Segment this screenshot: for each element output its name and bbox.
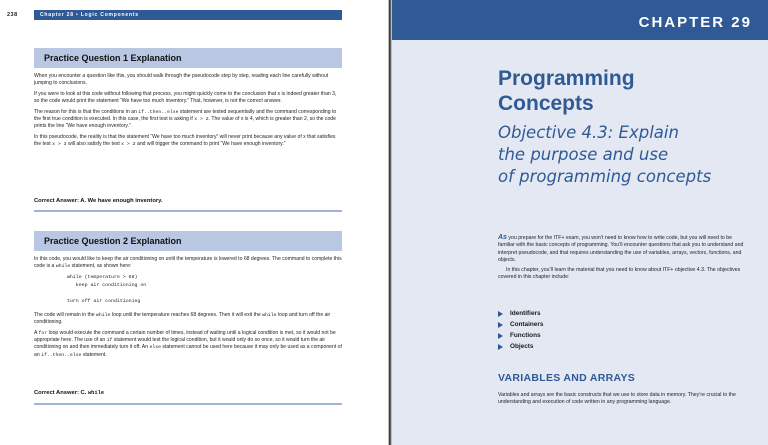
- running-header: [34, 10, 342, 20]
- pq1-body: [34, 73, 342, 152]
- section-heading: VARIABLES AND ARRAYS: [498, 372, 636, 384]
- objective-line-3: of programming concepts: [498, 167, 712, 186]
- chapter-title-line-1: Programming: [498, 67, 635, 90]
- intro-lead-word: As: [498, 234, 507, 241]
- pq2-heading-box: [34, 231, 342, 251]
- pq1-paragraph-4: In this pseudocode, the reality is that the statement “We have too much inventory” will never print because any value of x that satisfies the test x > 3 will also satisfy the test x > 2 and will trigger the command to print “We have enough inventory.”: [34, 133, 336, 148]
- pq1-paragraph-1: When you encounter a question like this, you should walk through the pseudocode step by step, reading each line carefully without jumping to conclusions.: [34, 73, 329, 87]
- pq1-divider: [34, 210, 342, 212]
- pq2-code-block: while (temperature > 68) keep air conditioning on turn off air conditioning: [67, 274, 147, 304]
- intro-paragraph-1: As you prepare for the ITF+ exam, you won’t need to know how to write code, but you will need to be familiar with the basic concepts of programming. You’ll encounter questions that ask you to understand and interpret pseudocode, and that requires understanding the use of variables, arrays, vectors, functions, and objects.: [498, 234, 744, 264]
- chapter-title: [498, 66, 635, 116]
- triangle-bullet-icon: [498, 311, 503, 317]
- list-item: Identifiers: [498, 308, 543, 319]
- chapter-header: [392, 0, 768, 40]
- pq2-paragraph-3: A for loop would execute the command a certain number of times, instead of waiting until a logical condition is met, so it would not be appropriate here. The use of an if statement would test the logical condition, but it would only do so once, so it would turn the air conditioning on and then immediately turn it off. An else statement cannot be used here because it may only be used as a component of an if..then..else statement.: [34, 329, 342, 358]
- pq2-heading: Practice Question 2 Explanation: [44, 236, 182, 246]
- right-page: [392, 0, 768, 445]
- list-item: Functions: [498, 330, 543, 341]
- pq2-divider: [34, 403, 342, 405]
- chapter-intro: [498, 234, 744, 283]
- section-body: Variables and arrays are the basic constructs that we use to store data in memory. They’re crucial to the understanding and execution of code written in any programming language.: [498, 392, 736, 406]
- pq1-heading-box: [34, 48, 342, 68]
- pq2-body: [34, 256, 342, 362]
- objective-line-1: Objective 4.3: Explain: [498, 123, 679, 142]
- triangle-bullet-icon: [498, 333, 503, 339]
- triangle-bullet-icon: [498, 322, 503, 328]
- list-item: Objects: [498, 341, 543, 352]
- pq2-paragraph-2: The code will remain in the while loop until the temperature reaches 68 degrees. Then it will exit the while loop and turn off the air conditioning.: [34, 311, 331, 326]
- running-header-text: Chapter 28 • Logic Components: [40, 12, 139, 18]
- objectives-list: [498, 308, 543, 352]
- triangle-bullet-icon: [498, 344, 503, 350]
- intro-paragraph-2: In this chapter, you’ll learn the material that you need to know about ITF+ objective 4.3. The objectives covered in this chapter include:: [498, 266, 741, 281]
- pq2-paragraph-1: In this code, you would like to keep the air conditioning on until the temperature is lowered to 68 degrees. The command to complete this code is a while statement, as shown here:: [34, 256, 342, 270]
- page-number: 238: [7, 12, 18, 18]
- pq1-heading: Practice Question 1 Explanation: [44, 53, 182, 63]
- pq2-answer: Correct Answer: C. while: [34, 390, 105, 396]
- pq1-paragraph-3: The reason for this is that the conditions in an if..then..else statement are tested sequentially and the command corresponding to the first true condition is executed. In this case, the first test is asking if x > 2. The value of x is 4, which is greater than 2, so the code prints the line “We have enough inventory.”: [34, 108, 337, 130]
- list-item: Containers: [498, 319, 543, 330]
- chapter-title-line-2: Concepts: [498, 92, 594, 115]
- pq1-paragraph-2: If you were to look at this code without following that process, you might quickly come to the conclusion that x is indeed greater than 3, so the code would print the statement “We have too much inventory.” That, however, is not the correct answer.: [34, 90, 337, 105]
- objective-line-2: the purpose and use: [498, 145, 669, 164]
- chapter-objective: [498, 122, 758, 188]
- pq1-answer: Correct Answer: A. We have enough inventory.: [34, 198, 163, 204]
- chapter-label: CHAPTER 29: [638, 14, 752, 31]
